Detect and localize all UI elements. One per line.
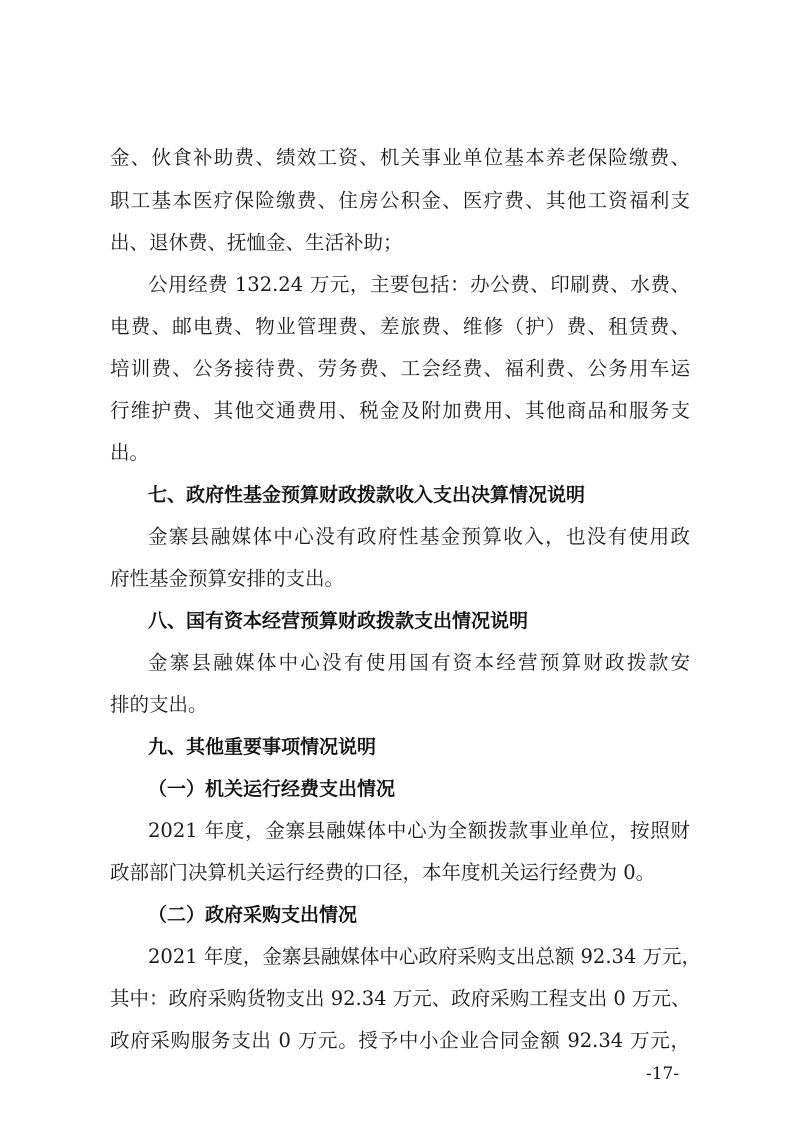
body-line: 电费、邮电费、物业管理费、差旅费、维修（护）费、租赁费、 xyxy=(110,315,690,338)
body-line: 金寨县融媒体中心没有使用国有资本经营预算财政拨款安 xyxy=(148,651,690,674)
body-line: 出、退休费、抚恤金、生活补助； xyxy=(110,231,403,254)
body-line: 公用经费 132.24 万元，主要包括：办公费、印刷费、水费、 xyxy=(148,273,690,296)
body-line: 出。 xyxy=(110,441,150,464)
section-heading: 九、其他重要事项情况说明 xyxy=(148,736,377,758)
body-line: 职工基本医疗保险缴费、住房公积金、医疗费、其他工资福利支 xyxy=(110,189,690,212)
body-line: 2021 年度，金寨县融媒体中心为全额拨款事业单位，按照财 xyxy=(148,819,690,842)
section-heading: 八、国有资本经营预算财政拨款支出情况说明 xyxy=(148,610,529,632)
body-line: 政部部门决算机关运行经费的口径，本年度机关运行经费为 0。 xyxy=(110,861,656,884)
body-line: 政府采购服务支出 0 万元。授予中小企业合同金额 92.34 万元， xyxy=(110,1029,690,1052)
body-line: 府性基金预算安排的支出。 xyxy=(110,567,345,590)
body-line: 排的支出。 xyxy=(110,693,208,716)
body-line: 金寨县融媒体中心没有政府性基金预算收入，也没有使用政 xyxy=(148,525,690,548)
section-heading: 七、政府性基金预算财政拨款收入支出决算情况说明 xyxy=(148,484,586,506)
page-number: -17- xyxy=(646,1064,680,1084)
body-line: 其中：政府采购货物支出 92.34 万元、政府采购工程支出 0 万元、 xyxy=(110,987,691,1010)
body-line: 2021 年度，金寨县融媒体中心政府采购支出总额 92.34 万元， xyxy=(148,945,702,968)
subsection-heading: （二）政府采购支出情况 xyxy=(148,904,358,926)
body-line: 金、伙食补助费、绩效工资、机关事业单位基本养老保险缴费、 xyxy=(110,146,690,169)
body-line: 培训费、公务接待费、劳务费、工会经费、福利费、公务用车运 xyxy=(110,357,690,380)
body-line: 行维护费、其他交通费用、税金及附加费用、其他商品和服务支 xyxy=(110,399,690,422)
subsection-heading: （一）机关运行经费支出情况 xyxy=(148,778,396,800)
